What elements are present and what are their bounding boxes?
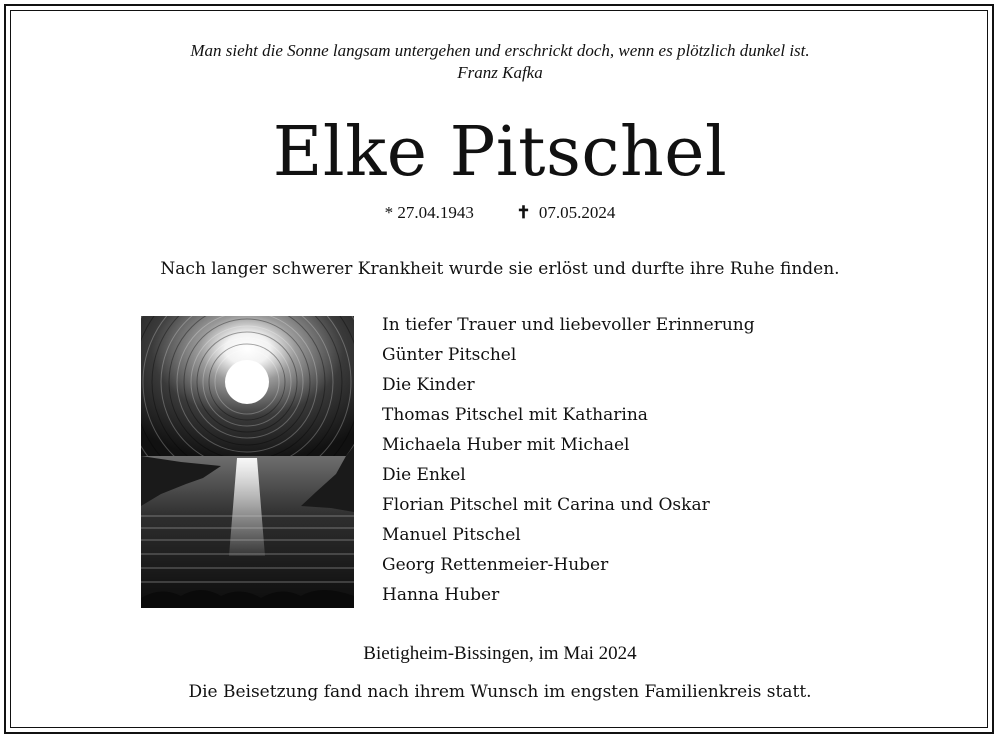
mourners-list (382, 310, 755, 610)
quote-block (0, 40, 1000, 84)
birth-symbol: * (384, 203, 394, 222)
place-and-date: Bietigheim-Bissingen, im Mai 2024 (363, 643, 637, 664)
deceased-name: Elke Pitschel (272, 113, 728, 192)
list-item: Die Kinder (382, 375, 475, 395)
list-item: Georg Rettenmeier-Huber (382, 555, 609, 575)
cross-icon: ✝ (516, 203, 531, 222)
quote-text: Man sieht die Sonne langsam untergehen und erschrickt doch, wenn es plötzlich dunkel ist. (190, 41, 810, 60)
quote-author: Franz Kafka (457, 63, 543, 82)
sun-over-sea-image (141, 316, 354, 608)
list-item: In tiefer Trauer und liebevoller Erinnerung (382, 315, 755, 335)
list-item: Hanna Huber (382, 585, 500, 605)
list-item: Michaela Huber mit Michael (382, 435, 630, 455)
birth-date: 27.04.1943 (397, 203, 474, 222)
list-item: Günter Pitschel (382, 345, 517, 365)
death-notice-text: Nach langer schwerer Krankheit wurde sie erlöst und durfte ihre Ruhe finden. (160, 259, 840, 279)
list-item: Manuel Pitschel (382, 525, 521, 545)
list-item: Thomas Pitschel mit Katharina (382, 405, 648, 425)
death-date: 07.05.2024 (538, 203, 616, 222)
burial-notice: Die Beisetzung fand nach ihrem Wunsch im engsten Familienkreis statt. (188, 682, 812, 702)
list-item: Florian Pitschel mit Carina und Oskar (382, 495, 710, 515)
life-dates (0, 202, 1000, 224)
list-item: Die Enkel (382, 465, 466, 485)
